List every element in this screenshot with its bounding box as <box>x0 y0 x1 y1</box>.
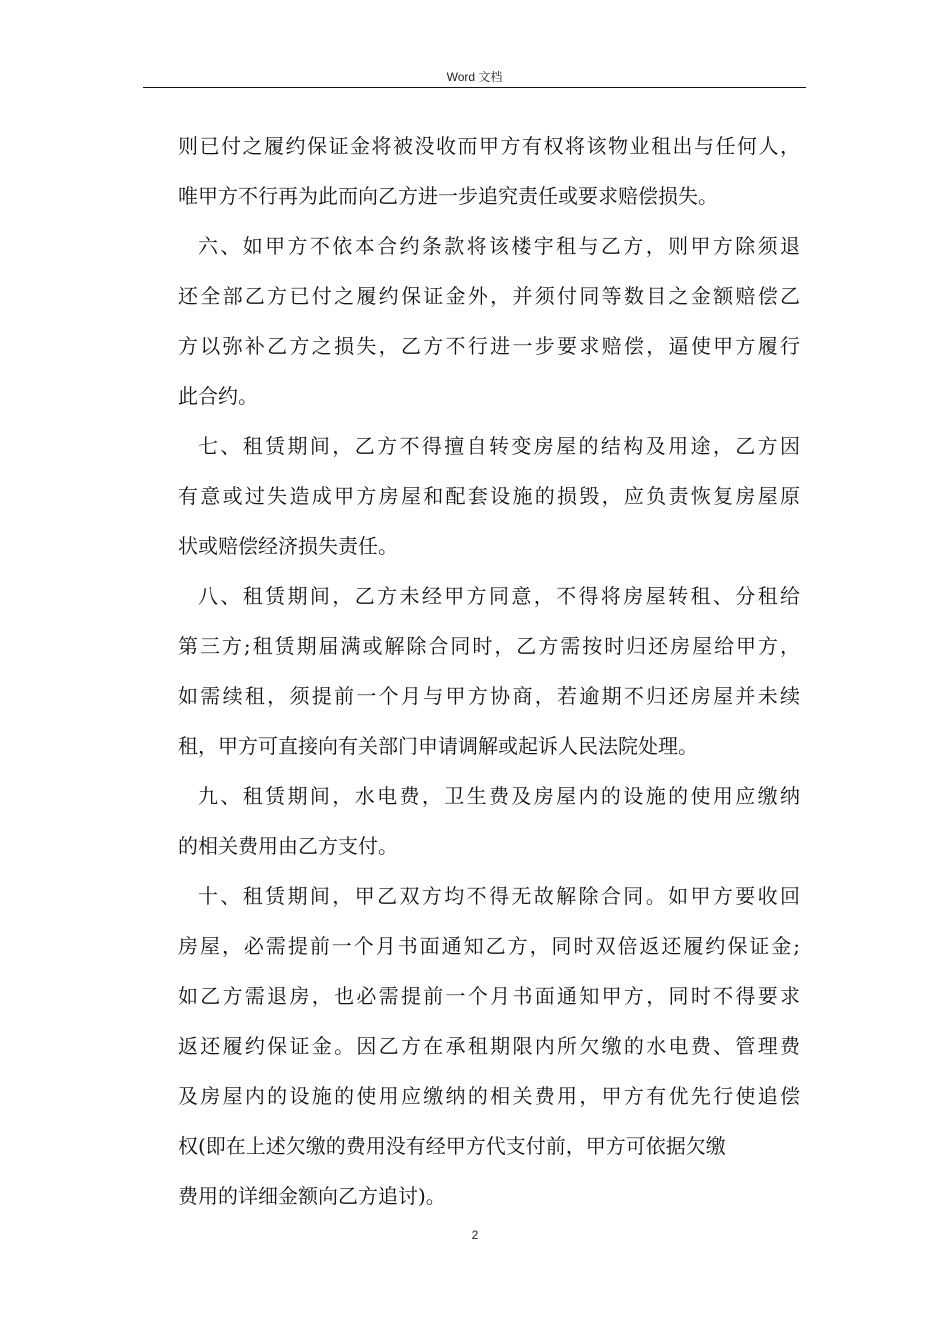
clause-7-start: 七、租赁期间，乙方不得擅自转变房屋的结构及用途，乙方因 <box>198 434 800 458</box>
page-header: Word 文档 <box>446 70 503 84</box>
header-divider <box>143 87 806 88</box>
text-line: 有意或过失造成甲方房屋和配套设施的损毁，应负责恢复房屋原 <box>178 484 800 508</box>
clause-8-start: 八、租赁期间，乙方未经甲方同意，不得将房屋转租、分租给 <box>198 584 800 608</box>
clause-9-start: 九、租赁期间，水电费，卫生费及房屋内的设施的使用应缴纳 <box>198 784 800 808</box>
text-line: 如乙方需退房，也必需提前一个月书面通知甲方，同时不得要求 <box>178 984 800 1008</box>
text-line: 及房屋内的设施的使用应缴纳的相关费用，甲方有优先行使追偿 <box>178 1084 800 1108</box>
text-line: 租，甲方可直接向有关部门申请调解或起诉人民法院处理。 <box>178 734 698 758</box>
text-line: 第三方;租赁期届满或解除合同时，乙方需按时归还房屋给甲方， <box>178 634 800 658</box>
text-line: 状或赔偿经济损失责任。 <box>178 534 398 558</box>
text-line: 方以弥补乙方之损失，乙方不行进一步要求赔偿，逼使甲方履行 <box>178 334 800 358</box>
text-line: 唯甲方不行再为此而向乙方进一步追究责任或要求赔偿损失。 <box>178 184 718 208</box>
clause-10-start: 十、租赁期间，甲乙双方均不得无故解除合同。如甲方要收回 <box>198 884 800 908</box>
text-line: 权(即在上述欠缴的费用没有经甲方代支付前，甲方可依据欠缴 <box>178 1134 726 1158</box>
text-line: 此合约。 <box>178 384 258 408</box>
text-line: 返还履约保证金。因乙方在承租期限内所欠缴的水电费、管理费 <box>178 1034 800 1058</box>
document-body <box>178 121 800 1221</box>
text-line: 费用的详细金额向乙方追讨)。 <box>178 1184 446 1208</box>
text-line: 则已付之履约保证金将被没收而甲方有权将该物业租出与任何人， <box>178 134 800 158</box>
text-line: 房屋，必需提前一个月书面通知乙方，同时双倍返还履约保证金; <box>178 934 800 958</box>
clause-6-start: 六、如甲方不依本合约条款将该楼宇租与乙方，则甲方除须退 <box>198 234 800 258</box>
page-number: 2 <box>471 1228 479 1242</box>
text-line: 的相关费用由乙方支付。 <box>178 834 398 858</box>
text-line: 如需续租，须提前一个月与甲方协商，若逾期不归还房屋并未续 <box>178 684 800 708</box>
text-line: 还全部乙方已付之履约保证金外，并须付同等数目之金额赔偿乙 <box>178 284 800 308</box>
